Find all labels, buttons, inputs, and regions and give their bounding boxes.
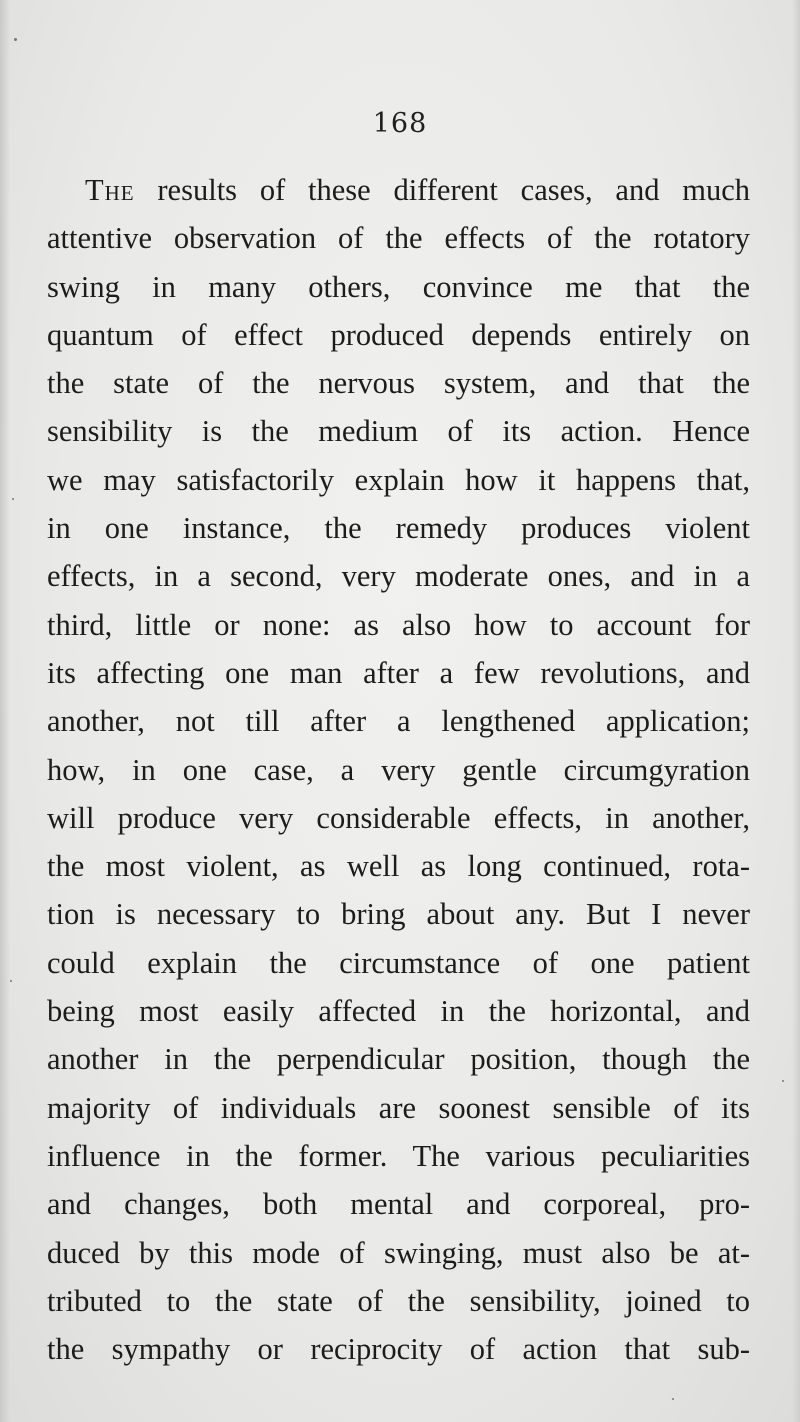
- text-line: [47, 166, 750, 214]
- text-line: the most violent, as well as long continued, rota-: [47, 849, 750, 884]
- text-line: swing in many others, convince me that the: [47, 269, 750, 304]
- text-line: the state of the nervous system, and that the: [47, 366, 750, 401]
- text-line: third, little or none: as also how to account for: [47, 607, 750, 642]
- page-edge-shadow-right: [792, 0, 800, 1422]
- paper-speck: [782, 1080, 784, 1082]
- paper-speck: [672, 1398, 674, 1400]
- text-line: sensibility is the medium of its action. Hence: [47, 414, 750, 449]
- text-line: will produce very considerable effects, in another,: [47, 800, 750, 835]
- paper-speck: [10, 980, 12, 982]
- text-line: and changes, both mental and corporeal, pro-: [47, 1187, 750, 1222]
- opening-word: The: [85, 173, 135, 207]
- text-line: could explain the circumstance of one patient: [47, 945, 750, 980]
- text-line: the sympathy or reciprocity of action that sub-: [47, 1332, 750, 1367]
- text-line: attentive observation of the effects of the rotatory: [47, 221, 750, 256]
- line-text: results of these different cases, and much: [134, 173, 750, 207]
- text-line: influence in the former. The various peculiarities: [47, 1138, 750, 1173]
- text-line: duced by this mode of swinging, must also be at-: [47, 1235, 750, 1270]
- page-edge-shadow-left: [0, 0, 10, 1422]
- paper-speck: [12, 498, 14, 500]
- text-line: its affecting one man after a few revolutions, and: [47, 655, 750, 690]
- text-line: effects, in a second, very moderate ones, and in a: [47, 559, 750, 594]
- paper-speck: [14, 38, 17, 41]
- text-line: how, in one case, a very gentle circumgyration: [47, 752, 750, 787]
- page-number: 168: [372, 108, 428, 139]
- text-line: majority of individuals are soonest sensible of its: [47, 1090, 750, 1125]
- text-line: being most easily affected in the horizontal, and: [47, 994, 750, 1029]
- text-line: we may satisfactorily explain how it happens that,: [47, 462, 750, 497]
- text-line: another, not till after a lengthened application;: [47, 704, 750, 739]
- text-line: tion is necessary to bring about any. But I never: [47, 897, 750, 932]
- text-line: tributed to the state of the sensibility, joined to: [47, 1283, 750, 1318]
- body-text: [47, 166, 750, 1373]
- text-line: quantum of effect produced depends entirely on: [47, 317, 750, 352]
- text-line: in one instance, the remedy produces violent: [47, 511, 750, 546]
- text-line: another in the perpendicular position, though the: [47, 1042, 750, 1077]
